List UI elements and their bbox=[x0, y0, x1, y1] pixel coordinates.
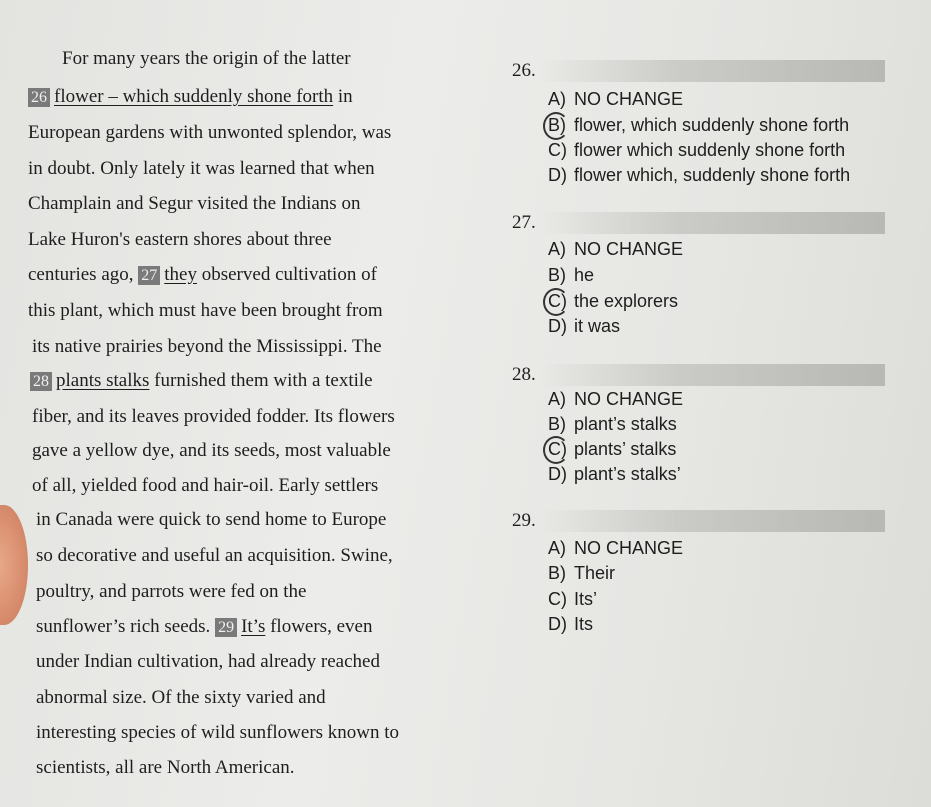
option-letter: B) bbox=[548, 414, 566, 434]
option-text: Their bbox=[574, 563, 616, 583]
question-number-marker: 29 bbox=[215, 618, 237, 637]
question-number: 29. bbox=[512, 510, 536, 531]
option-text: Its’ bbox=[574, 589, 598, 609]
passage-line: of all, yielded food and hair-oil. Early settlers bbox=[32, 475, 379, 496]
passage-line: in Canada were quick to send home to Europe bbox=[36, 509, 387, 530]
passage-line bbox=[28, 86, 353, 108]
passage-text: in bbox=[333, 86, 353, 107]
option-letter: C) bbox=[548, 589, 567, 609]
passage-line bbox=[36, 616, 372, 638]
option-text: plants’ stalks bbox=[574, 439, 677, 459]
passage-line: under Indian cultivation, had already reached bbox=[36, 651, 380, 672]
passage-line: abnormal size. Of the sixty varied and bbox=[36, 687, 326, 708]
passage-line: scientists, all are North American. bbox=[36, 757, 295, 778]
question-number-marker: 26 bbox=[28, 88, 50, 107]
underlined-phrase: It’s bbox=[241, 616, 266, 637]
passage-line: in doubt. Only lately it was learned that when bbox=[28, 158, 375, 179]
passage-line: For many years the origin of the latter bbox=[62, 48, 351, 69]
answer-option[interactable] bbox=[548, 264, 594, 286]
question-number: 28. bbox=[512, 364, 536, 385]
question-header-band bbox=[540, 212, 885, 234]
answer-option[interactable] bbox=[548, 238, 683, 260]
answer-option[interactable] bbox=[548, 537, 683, 559]
option-letter: C) bbox=[548, 438, 574, 460]
answer-option[interactable] bbox=[548, 613, 593, 635]
passage-text: furnished them with a textile bbox=[149, 370, 373, 391]
answer-option[interactable] bbox=[548, 388, 683, 410]
answer-option[interactable] bbox=[548, 164, 850, 186]
option-text: flower which suddenly shone forth bbox=[574, 140, 846, 160]
option-text: Its bbox=[574, 614, 594, 634]
passage-text: observed cultivation of bbox=[196, 264, 377, 285]
passage-line: interesting species of wild sunflowers known to bbox=[36, 722, 400, 743]
option-letter: A) bbox=[548, 239, 566, 259]
option-letter: D) bbox=[548, 316, 567, 336]
answer-option[interactable] bbox=[548, 562, 615, 584]
underlined-phrase: they bbox=[164, 264, 197, 285]
answer-option[interactable] bbox=[548, 438, 676, 460]
passage-line bbox=[28, 264, 377, 286]
passage-text: centuries ago, bbox=[28, 264, 139, 285]
question-header-band bbox=[540, 364, 885, 386]
passage-line: Champlain and Segur visited the Indians on bbox=[28, 193, 361, 214]
option-letter: B) bbox=[548, 563, 566, 583]
passage-line: poultry, and parrots were fed on the bbox=[36, 581, 307, 602]
question-number-marker: 27 bbox=[138, 266, 160, 285]
option-text: flower, which suddenly shone forth bbox=[574, 115, 850, 135]
option-text: NO CHANGE bbox=[574, 389, 684, 409]
answer-option[interactable] bbox=[548, 315, 620, 337]
option-text: NO CHANGE bbox=[574, 538, 684, 558]
pen-circle-mark bbox=[543, 288, 569, 316]
question-number: 27. bbox=[512, 212, 536, 233]
answer-option[interactable] bbox=[548, 413, 677, 435]
passage-line: Lake Huron's eastern shores about three bbox=[28, 229, 332, 250]
pen-circle-mark bbox=[543, 112, 569, 140]
option-letter: A) bbox=[548, 389, 566, 409]
question-header-band bbox=[540, 510, 885, 532]
underlined-phrase: plants stalks bbox=[56, 370, 150, 391]
option-letter: A) bbox=[548, 538, 566, 558]
option-letter: B) bbox=[548, 114, 574, 136]
question-number-marker: 28 bbox=[30, 372, 52, 391]
passage-line bbox=[30, 370, 373, 392]
passage-line: this plant, which must have been brought from bbox=[28, 300, 383, 321]
option-text: NO CHANGE bbox=[574, 239, 684, 259]
option-letter: C) bbox=[548, 290, 574, 312]
answer-option[interactable] bbox=[548, 588, 597, 610]
option-text: NO CHANGE bbox=[574, 89, 684, 109]
option-letter: D) bbox=[548, 165, 567, 185]
passage-text: sunflower’s rich seeds. bbox=[36, 616, 216, 637]
question-header-band bbox=[540, 60, 885, 82]
option-letter: B) bbox=[548, 265, 566, 285]
underlined-phrase: flower – which suddenly shone forth bbox=[54, 86, 334, 107]
option-letter: A) bbox=[548, 89, 566, 109]
answer-option[interactable] bbox=[548, 463, 681, 485]
option-text: he bbox=[574, 265, 595, 285]
passage-line: European gardens with unwonted splendor, was bbox=[28, 122, 392, 143]
passage-line: its native prairies beyond the Mississippi. The bbox=[32, 336, 382, 357]
passage-text: flowers, even bbox=[265, 616, 373, 637]
passage-line: gave a yellow dye, and its seeds, most valuable bbox=[32, 440, 391, 461]
option-text: plant’s stalks’ bbox=[574, 464, 681, 484]
option-letter: D) bbox=[548, 464, 567, 484]
option-letter: D) bbox=[548, 614, 567, 634]
option-letter: C) bbox=[548, 140, 567, 160]
passage-line: so decorative and useful an acquisition. Swine, bbox=[36, 545, 393, 566]
pen-circle-mark bbox=[543, 436, 569, 464]
answer-option[interactable] bbox=[548, 88, 683, 110]
answer-option[interactable] bbox=[548, 139, 845, 161]
answer-option[interactable] bbox=[548, 290, 678, 312]
question-number: 26. bbox=[512, 60, 536, 81]
passage-line: fiber, and its leaves provided fodder. Its flowers bbox=[32, 406, 395, 427]
option-text: it was bbox=[574, 316, 621, 336]
option-text: flower which, suddenly shone forth bbox=[574, 165, 851, 185]
option-text: the explorers bbox=[574, 291, 679, 311]
answer-option[interactable] bbox=[548, 114, 849, 136]
option-text: plant’s stalks bbox=[574, 414, 677, 434]
